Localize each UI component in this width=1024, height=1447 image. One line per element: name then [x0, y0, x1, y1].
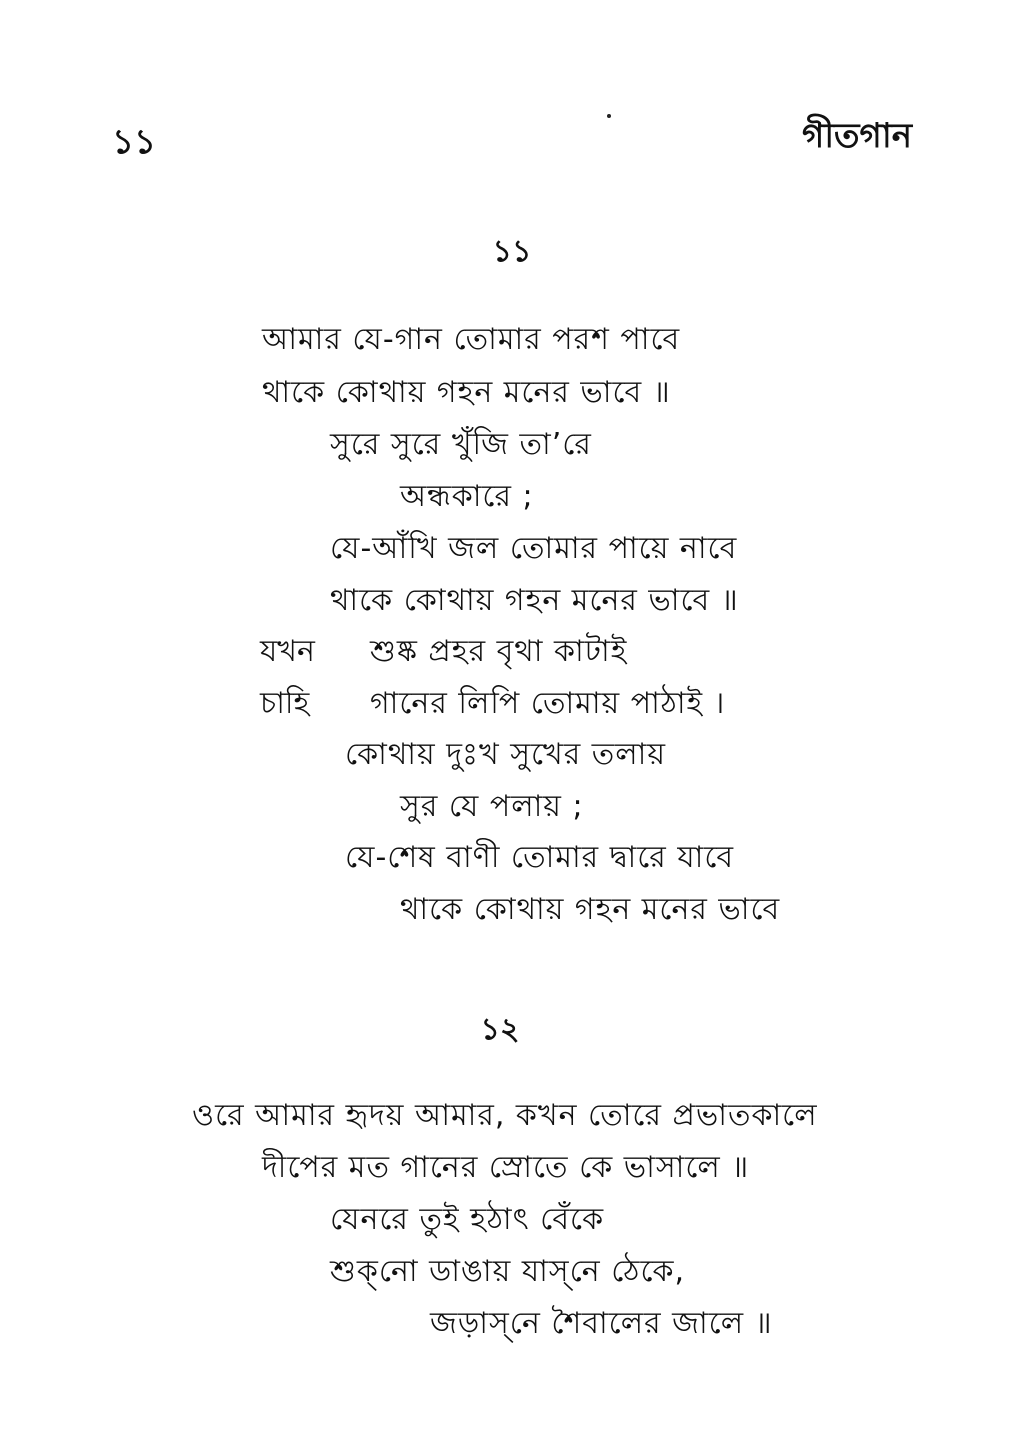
lead-word: যখন [260, 634, 315, 669]
song-number: ১১ [492, 234, 532, 269]
verse-line: যে-আঁখি জল তোমার পায়ে নাবে [330, 531, 738, 566]
verse-line: সুরে সুরে খুঁজি তা’রে [330, 427, 592, 462]
page-number: ১১ [112, 122, 157, 162]
verse-line: ওরে আমার হৃদয় আমার, কখন তোরে প্রভাতকালে [192, 1098, 818, 1133]
verse-line: জড়াস্‌নে শৈবালের জালে ॥ [430, 1306, 773, 1341]
verse-line: থাকে কোথায় গহন মনের ভাবে ॥ [262, 375, 671, 410]
lead-word: চাহি [260, 686, 310, 721]
verse-line: শুষ্ক প্রহর বৃথা কাটাই [370, 634, 628, 669]
song-number: ১২ [480, 1012, 520, 1047]
verse-line: দীপের মত গানের স্রোতে কে ভাসালে ॥ [262, 1150, 750, 1185]
verse-line: থাকে কোথায় গহন মনের ভাবে [400, 892, 781, 927]
verse-line: গানের লিপি তোমায় পাঠাই । [370, 686, 726, 721]
verse-line: সুর যে পলায় ; [400, 789, 584, 824]
print-speck [607, 114, 611, 118]
verse-line: যেনরে তুই হঠাৎ বেঁকে [330, 1202, 605, 1237]
verse-line: থাকে কোথায় গহন মনের ভাবে ॥ [330, 583, 739, 618]
verse-line: আমার যে-গান তোমার পরশ পাবে [262, 322, 681, 357]
running-title: গীতগান [802, 116, 912, 156]
verse-line: যে-শেষ বাণী তোমার দ্বারে যাবে [345, 840, 735, 875]
verse-line: অন্ধকারে ; [400, 479, 534, 514]
verse-line: শুক্‌নো ডাঙায় যাস্‌নে ঠেকে, [330, 1254, 686, 1289]
verse-line: কোথায় দুঃখ সুখের তলায় [345, 737, 667, 772]
